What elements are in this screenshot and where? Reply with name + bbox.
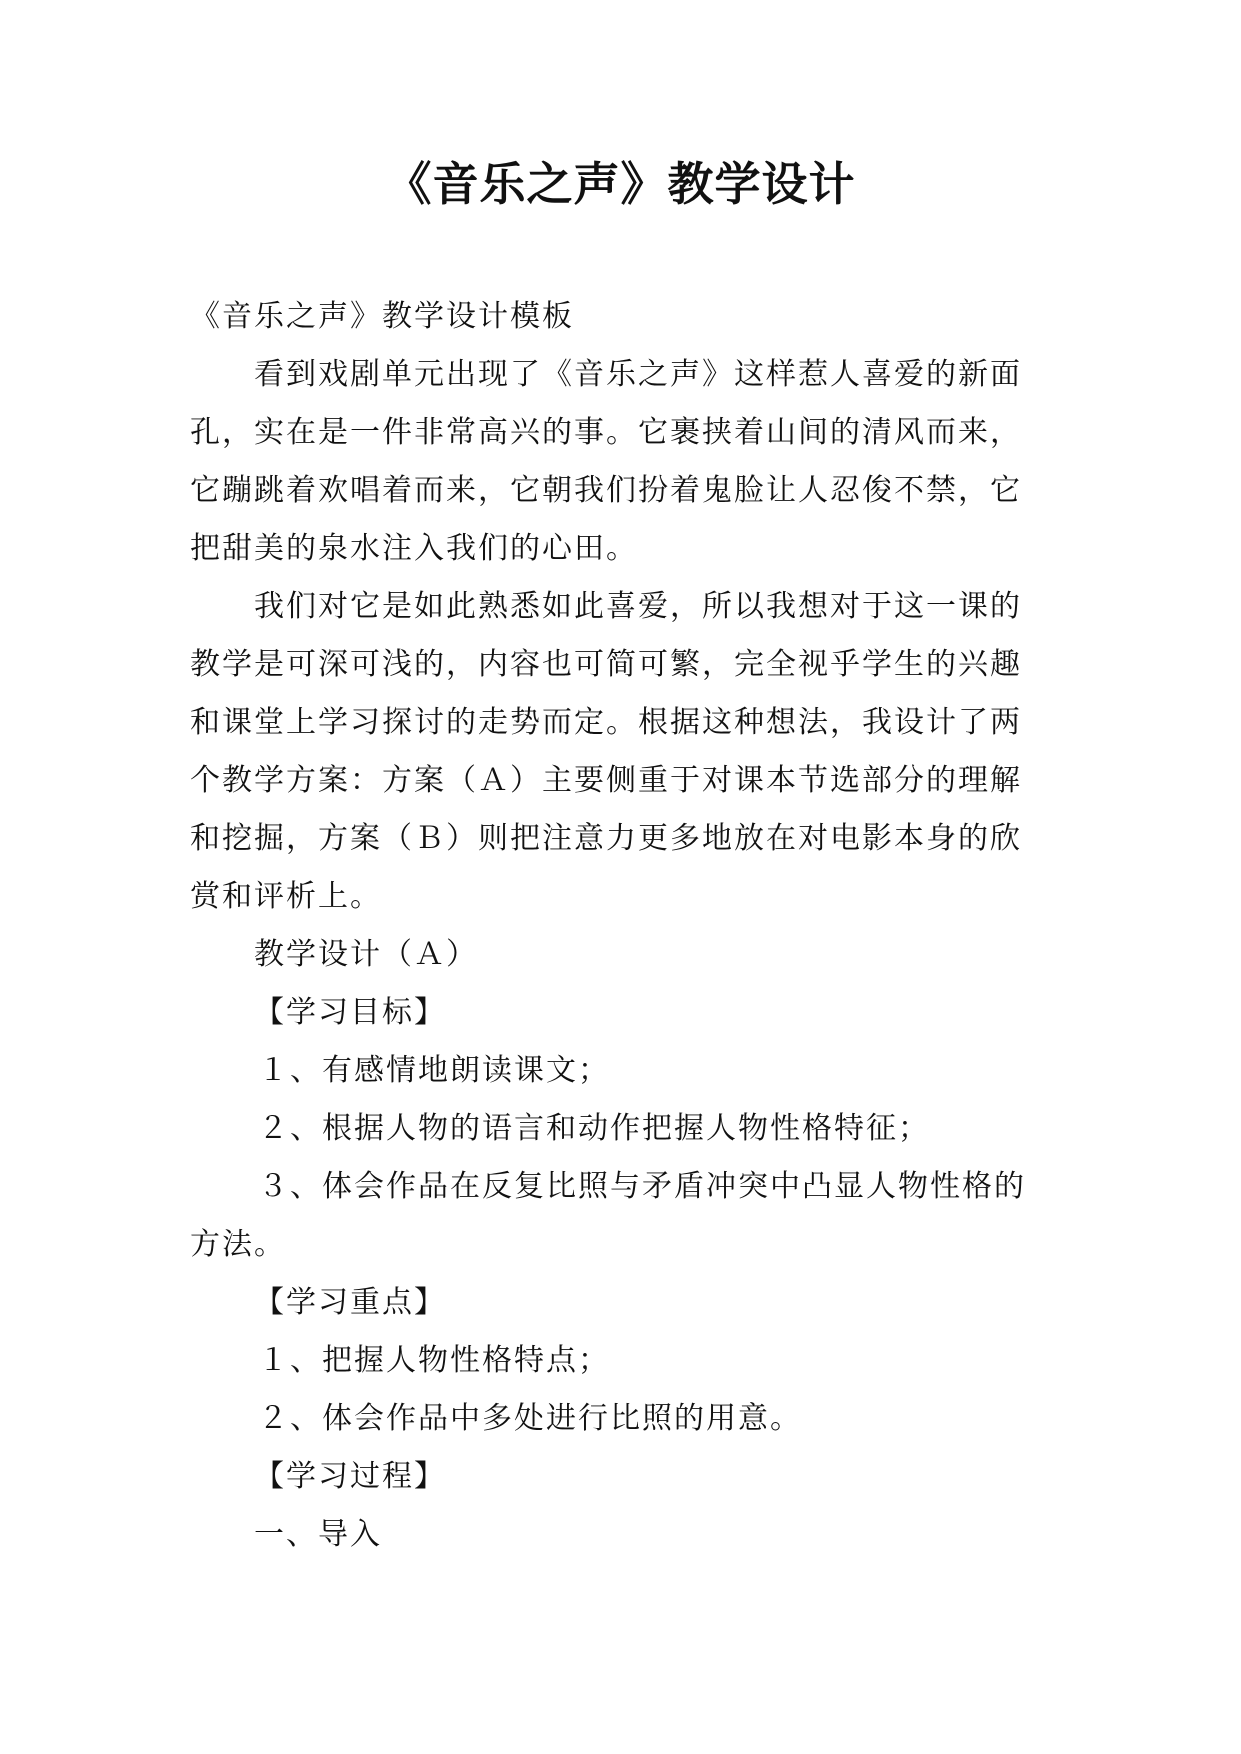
document-subtitle: 《音乐之声》教学设计模板 <box>190 299 574 334</box>
goal-item: １、有感情地朗读课文； <box>258 1053 610 1088</box>
focus-item: １、把握人物性格特点； <box>258 1343 610 1378</box>
process-heading: 【学习过程】 <box>254 1459 446 1494</box>
process-step: 一、导入 <box>254 1517 382 1552</box>
design-a-heading: 教学设计（Ａ） <box>254 937 478 972</box>
document-title: 《音乐之声》教学设计 <box>385 157 856 211</box>
focus-item: ２、体会作品中多处进行比照的用意。 <box>258 1401 802 1436</box>
goal-item: ２、根据人物的语言和动作把握人物性格特征； <box>258 1111 930 1146</box>
document-body <box>190 288 1052 1564</box>
goals-heading: 【学习目标】 <box>254 995 446 1030</box>
focus-heading: 【学习重点】 <box>254 1285 446 1320</box>
paragraph-plan: 我们对它是如此熟悉如此喜爱，所以我想对于这一课的教学是可深可浅的，内容也可简可繁，完全视乎学生的兴趣和课堂上学习探讨的走势而定。根据这种想法，我设计了两个教学方案：方案（Ａ）主要侧重于对课本节选部分的理解和挖掘，方案（Ｂ）则把注意力更多地放在对电影本身的欣赏和评析上。 <box>190 589 1022 914</box>
paragraph-intro: 看到戏剧单元出现了《音乐之声》这样惹人喜爱的新面孔，实在是一件非常高兴的事。它裹挟着山间的清风而来，它蹦跳着欢唱着而来，它朝我们扮着鬼脸让人忍俊不禁，它把甜美的泉水注入我们的心田。 <box>190 357 1022 566</box>
goal-item: ３、体会作品在反复比照与矛盾冲突中凸显人物性格的方法。 <box>190 1169 1026 1262</box>
